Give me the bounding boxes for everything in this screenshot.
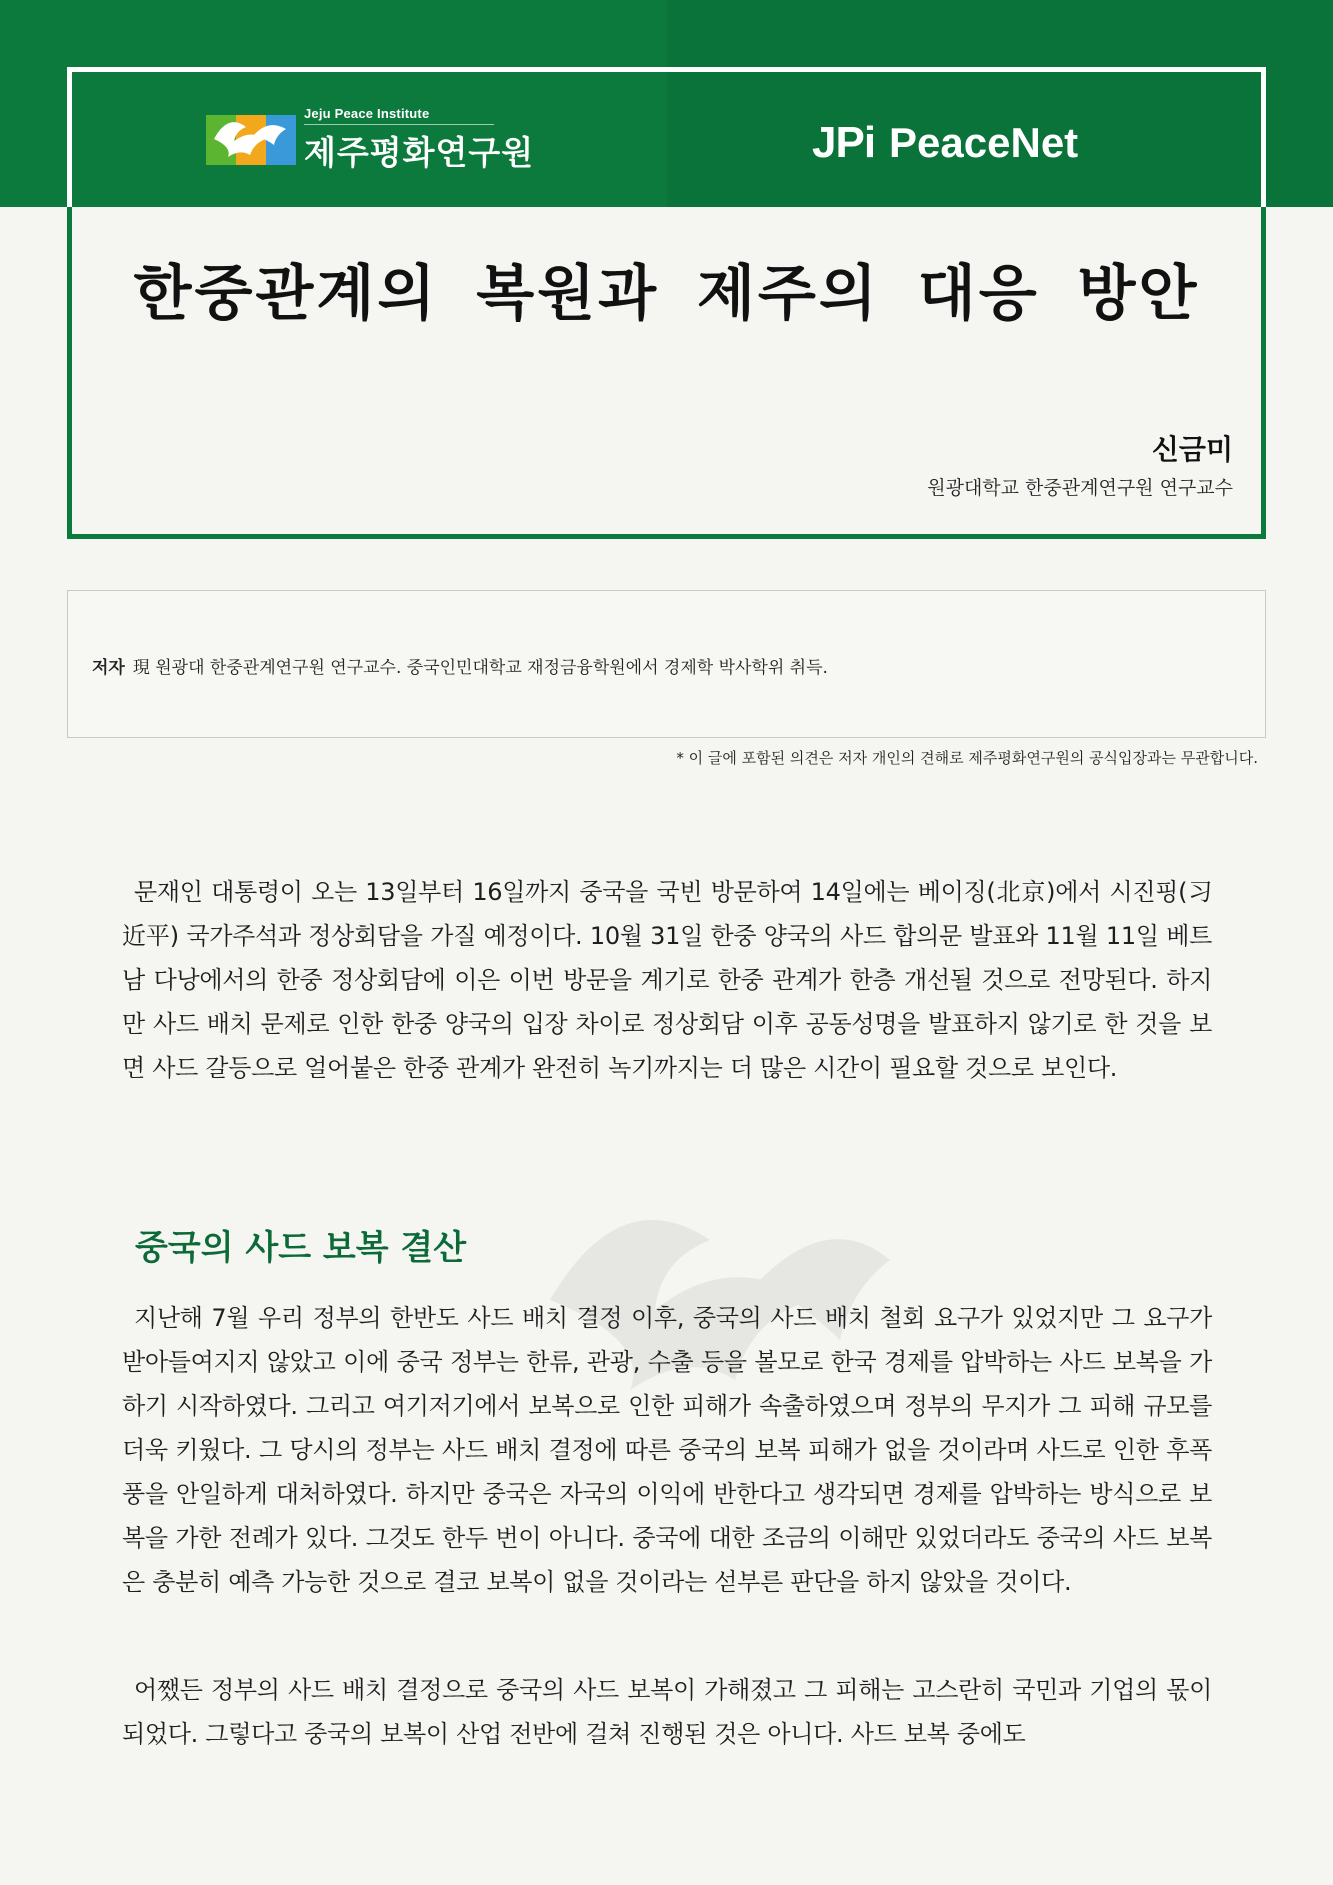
org-name-english: Jeju Peace Institute: [304, 106, 494, 125]
jpi-brand: JPi: [812, 118, 876, 167]
section-title-1: 중국의 사드 보복 결산: [135, 1228, 467, 1268]
disclaimer: * 이 글에 포함된 의견은 저자 개인의 견해로 제주평화연구원의 공식입장과는 무관합니다.: [676, 749, 1258, 767]
peacenet-logo: [812, 118, 1078, 168]
paragraph-1: 문재인 대통령이 오는 13일부터 16일까지 중국을 국빈 방문하여 14일에는 베이징(北京)에서 시진핑(习近平) 국가주석과 정상회담을 가질 예정이다. 10월 31일 한중 양국의 사드 합의문 발표와 11월 11일 베트남 다낭에서의 한중 정상회담에 이은 이번 방문을 계기로 한중 관계가 한층 개선될 것으로 전망된다. 하지만 사드 배치 문제로 인한 한중 양국의 입장 차이로 정상회담 이후 공동성명을 발표하지 않기로 한 것을 보면 사드 갈등으로 얼어붙은 한중 관계가 완전히 녹기까지는 더 많은 시간이 필요할 것으로 보인다.: [122, 878, 1212, 1082]
paragraph-2: 지난해 7월 우리 정부의 한반도 사드 배치 결정 이후, 중국의 사드 배치 철회 요구가 있었지만 그 요구가 받아들여지지 않았고 이에 중국 정부는 한류, 관광, 수출 등을 볼모로 한국 경제를 압박하는 사드 보복을 가하기 시작하였다. 그리고 여기저기에서 보복으로 인한 피해가 속출하였으며 정부의 무지가 그 피해 규모를 더욱 키웠다. 그 당시의 정부는 사드 배치 결정에 따른 중국의 보복 피해가 없을 것이라며 사드로 인한 후폭풍을 안일하게 대처하였다. 하지만 중국은 자국의 이익에 반한다고 생각되면 경제를 압박하는 방식으로 보복을 가한 전례가 있다. 그것도 한두 번이 아니다. 중국에 대한 조금의 이해만 있었더라도 중국의 사드 보복은 충분히 예측 가능한 것으로 결코 보복이 없을 것이라는 섣부른 판단을 하지 않았을 것이다.: [122, 1304, 1212, 1596]
author-name: 신금미: [1151, 433, 1233, 466]
author-info-label: 저자: [92, 658, 125, 678]
peacenet-brand: PeaceNet: [889, 119, 1079, 166]
document-title: 한중관계의 복원과 제주의 대응 방안: [133, 259, 1200, 329]
paragraph-3: 어쨌든 정부의 사드 배치 결정으로 중국의 사드 보복이 가해졌고 그 피해는 고스란히 국민과 기업의 몫이 되었다. 그렇다고 중국의 보복이 산업 전반에 걸쳐 진행된 것은 아니다. 사드 보복 중에도: [122, 1676, 1212, 1748]
author-affiliation: 원광대학교 한중관계연구원 연구교수: [927, 477, 1233, 499]
institute-logo: [206, 108, 534, 172]
author-info-body: 現 원광대 한중관계연구원 연구교수. 중국인민대학교 재정금융학원에서 경제학 박사학위 취득.: [132, 658, 828, 678]
author-info-box: [67, 590, 1266, 738]
dove-logo-icon: [206, 109, 296, 171]
author-info-text: [92, 653, 828, 678]
org-name-korean: 제주평화연구원: [304, 133, 535, 172]
